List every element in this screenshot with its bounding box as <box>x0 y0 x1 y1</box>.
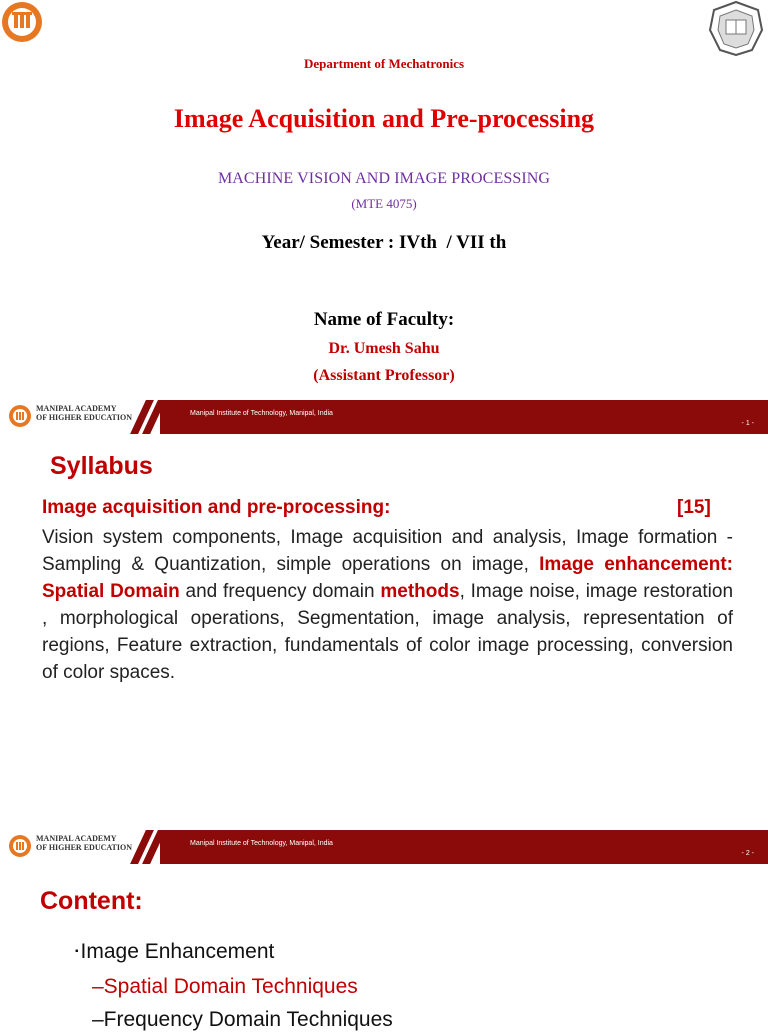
syllabus-highlight-1: Image enhancement: Spatial Domain <box>42 554 734 602</box>
syllabus-highlight-2: methods <box>380 581 460 602</box>
content-item-3: –Frequency Domain Techniques <box>92 1008 393 1031</box>
course-name: MACHINE VISION AND IMAGE PROCESSING <box>217 170 551 187</box>
slide-footer-2 <box>0 830 768 864</box>
mahe-logo-icon <box>8 834 32 858</box>
org-name-line2: OF HIGHER EDUCATION <box>36 843 133 852</box>
faculty-header: Name of Faculty: <box>313 309 455 330</box>
department-name: Department of Mechatronics <box>303 56 465 71</box>
content-item-label: Image Enhancement <box>80 940 275 963</box>
page-number: - 1 - <box>741 420 754 427</box>
content-item-2: –Spatial Domain Techniques <box>92 975 358 998</box>
org-name-line1: MANIPAL ACADEMY <box>36 404 117 413</box>
page-number: - 2 - <box>741 850 754 857</box>
manipal-logo-icon <box>0 0 48 50</box>
faculty-role: (Assistant Professor) <box>313 367 455 384</box>
bullet-icon: ▪ <box>75 946 79 957</box>
institute-name: Manipal Institute of Technology, Manipal, India <box>190 410 333 417</box>
syllabus-text-2: and frequency domain <box>179 581 381 602</box>
year-semester: Year/ Semester : IVth / VII th <box>261 232 507 253</box>
faculty-name: Dr. Umesh Sahu <box>328 340 440 357</box>
presentation-title: Image Acquisition and Pre-processing <box>173 104 595 133</box>
slide-footer-1 <box>0 400 768 434</box>
org-name-line2: OF HIGHER EDUCATION <box>36 413 133 422</box>
syllabus-text-3: , Image noise, image restoration , morphological operations, Segmentation, image analysis, representation of regions, Feature extraction, fundamentals of color image processing, conversion of color spaces. <box>42 581 734 683</box>
syllabus-text-1: Vision system components, Image acquisition and analysis, Image formation - Sampling & Quantization, simple operations on image, <box>42 527 733 575</box>
course-code: (MTE 4075) <box>351 196 417 211</box>
content-item-1 <box>75 940 274 964</box>
syllabus-hours: [15] <box>677 497 711 518</box>
content-heading: Content: <box>40 887 143 915</box>
mahe-logo-icon <box>8 404 32 428</box>
org-name-line1: MANIPAL ACADEMY <box>36 834 117 843</box>
syllabus-body <box>42 524 733 686</box>
syllabus-topic: Image acquisition and pre-processing: <box>42 497 391 518</box>
syllabus-heading: Syllabus <box>50 452 153 480</box>
institute-name: Manipal Institute of Technology, Manipal, India <box>190 840 333 847</box>
mit-seal-icon <box>708 0 764 56</box>
